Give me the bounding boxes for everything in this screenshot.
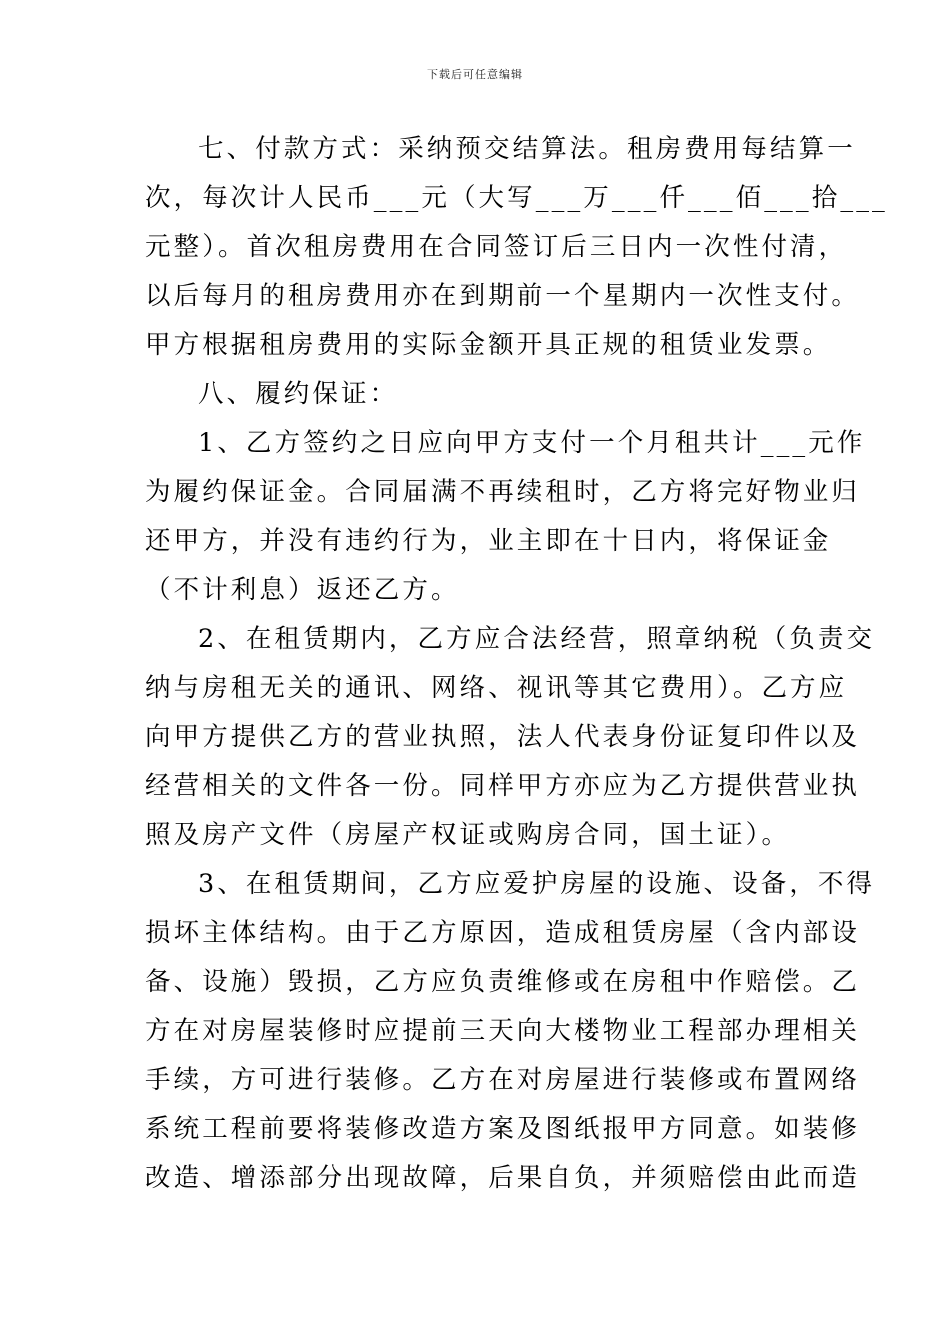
text-line: 手续，方可进行装修。乙方在对房屋进行装修或布置网络 (145, 1065, 861, 1095)
text-line: 系统工程前要将装修改造方案及图纸报甲方同意。如装修 (145, 1114, 861, 1144)
text-line: 改造、增添部分出现故障，后果自负，并须赔偿由此而造 (145, 1163, 861, 1193)
text-line: 照及房产文件（房屋产权证或购房合同，国土证）。 (145, 820, 791, 850)
text-line: 次，每次计人民币___元（大写___万___仟___佰___拾___ (145, 183, 888, 213)
text-line: 1、乙方签约之日应向甲方支付一个月租共计___元作 (198, 428, 866, 458)
text-line: 甲方根据租房费用的实际金额开具正规的租赁业发票。 (145, 330, 832, 360)
text-line: 向甲方提供乙方的营业执照，法人代表身份证复印件以及 (145, 722, 861, 752)
text-line: 以后每月的租房费用亦在到期前一个星期内一次性支付。 (145, 281, 861, 311)
text-line: 经营相关的文件各一份。同样甲方亦应为乙方提供营业执 (145, 771, 861, 801)
text-line: 为履约保证金。合同届满不再续租时，乙方将完好物业归 (145, 477, 861, 507)
text-line: （不计利息）返还乙方。 (145, 575, 460, 605)
text-line: 损坏主体结构。由于乙方原因，造成租赁房屋（含内部设 (145, 918, 861, 948)
text-line: 还甲方，并没有违约行为，业主即在十日内，将保证金 (145, 526, 832, 556)
text-line: 备、设施）毁损，乙方应负责维修或在房租中作赔偿。乙 (145, 967, 861, 997)
text-line: 纳与房租无关的通讯、网络、视讯等其它费用）。乙方应 (145, 673, 848, 703)
document-body (145, 125, 888, 1203)
text-line: 2、在租赁期内，乙方应合法经营，照章纳税（负责交 (198, 624, 876, 654)
text-line: 3、在租赁期间，乙方应爱护房屋的设施、设备，不得 (198, 869, 876, 899)
text-line: 方在对房屋装修时应提前三天向大楼物业工程部办理相关 (145, 1016, 861, 1046)
text-line: 元整）。首次租房费用在合同签订后三日内一次性付清， (145, 232, 848, 262)
page-header: 下载后可任意编辑 (427, 68, 523, 81)
text-line: 八、履约保证： (198, 379, 399, 409)
text-line: 七、付款方式：采纳预交结算法。租房费用每结算一 (198, 134, 856, 164)
